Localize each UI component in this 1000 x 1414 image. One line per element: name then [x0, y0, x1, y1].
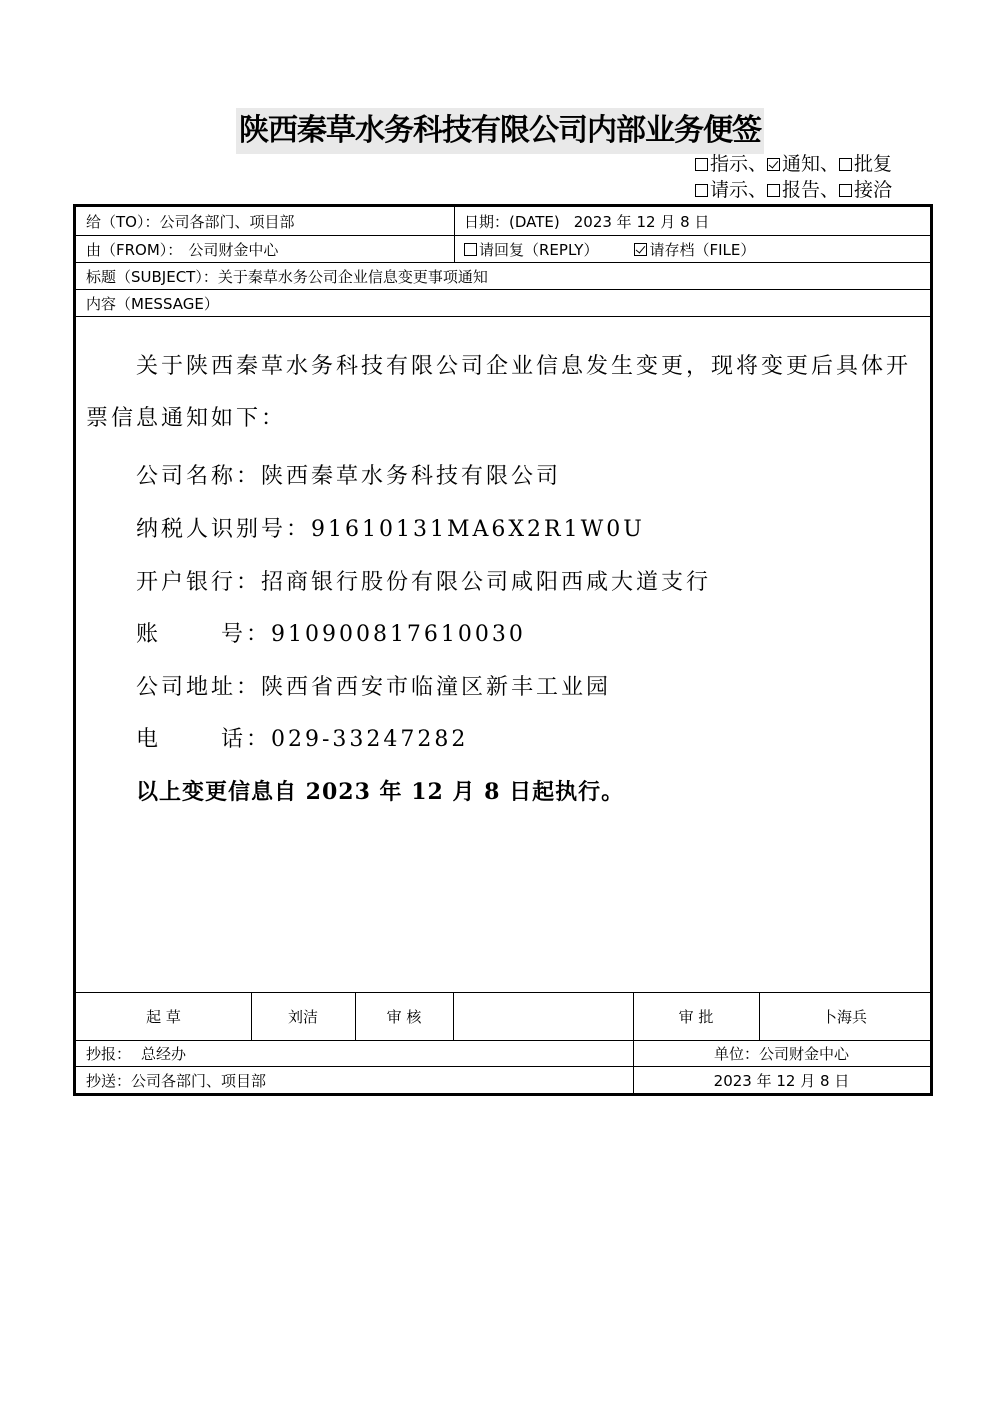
file-label: 请存档（FILE）: [649, 240, 756, 259]
cc-report-row: [76, 1041, 930, 1067]
type-report-label: 报告、: [781, 179, 839, 201]
checkbox-report[interactable]: [767, 184, 780, 197]
from-value: 公司财金中心: [188, 240, 279, 259]
reply-label: 请回复（REPLY）: [479, 240, 599, 259]
bank-line: 开户银行：招商银行股份有限公司咸阳西咸大道支行: [136, 570, 712, 595]
cc-report-cell: [86, 1041, 186, 1066]
checkbox-liaison[interactable]: [839, 184, 852, 197]
type-liaison-label: 接洽: [853, 179, 892, 201]
unit-value: 公司财金中心: [759, 1045, 850, 1063]
from-cell: [86, 236, 278, 262]
approve-label: 审 批: [678, 1008, 714, 1026]
date-value: 2023 年 12 月 8 日: [573, 212, 710, 231]
subject-value: 关于秦草水务公司企业信息变更事项通知: [217, 267, 488, 286]
draft-value: 刘洁: [287, 1008, 318, 1026]
cc-report-label: 抄报：: [86, 1045, 132, 1063]
tax-id-line: 纳税人识别号：91610131MA6X2R1W0U: [136, 517, 645, 542]
company-name-line: 公司名称：陕西秦草水务科技有限公司: [136, 464, 562, 489]
document-title-wrap: [0, 108, 1000, 154]
checkbox-reply[interactable]: [839, 158, 852, 171]
effective-date-line: 以上变更信息自 2023 年 12 月 8 日起执行。: [136, 779, 625, 805]
review-value: [453, 993, 633, 1040]
intro-line-2: 票信息通知如下：: [86, 406, 287, 431]
signoff-row: [76, 992, 930, 1041]
phone-line: 电 话：029-33247282: [136, 727, 469, 752]
notice-type-row-2: [695, 178, 892, 202]
reply-file-cell: [464, 236, 755, 262]
unit-label: 单位：: [713, 1045, 759, 1063]
draft-label: 起 草: [146, 1008, 181, 1026]
checkbox-instruction[interactable]: [695, 158, 708, 171]
intro-line-1: 关于陕西秦草水务科技有限公司企业信息发生变更，现将变更后具体开: [136, 354, 912, 379]
address-line: 公司地址：陕西省西安市临潼区新丰工业园: [136, 675, 612, 700]
divider: [454, 236, 455, 262]
cc-send-value: 公司各部门、项目部: [131, 1071, 267, 1090]
subject-cell: [86, 263, 488, 289]
type-instruction-label: 指示、: [709, 153, 767, 175]
from-label: 由（FROM）：: [86, 240, 183, 259]
cc-send-label: 抄送：: [86, 1071, 132, 1090]
account-line: 账 号：910900817610030: [136, 622, 526, 647]
to-value: 公司各部门、项目部: [159, 212, 295, 231]
cc-send-row: [76, 1067, 930, 1093]
intro-paragraph: [86, 341, 920, 445]
date-label: 日期：(DATE): [464, 212, 560, 231]
to-label: 给（TO）：: [86, 212, 160, 231]
memo-frame: [73, 204, 933, 1096]
subject-label: 标题（SUBJECT）：: [86, 267, 218, 286]
cc-send-cell: [86, 1067, 266, 1093]
cc-report-value: 总经办: [141, 1045, 187, 1063]
message-body: [76, 317, 930, 992]
type-reply-label: 批复: [853, 153, 892, 175]
message-label-row: [76, 290, 930, 317]
from-row: [76, 236, 930, 263]
checkbox-file[interactable]: [634, 243, 647, 256]
message-label: 内容（MESSAGE）: [86, 294, 219, 313]
subject-row: [76, 263, 930, 290]
date-cell: [464, 207, 709, 235]
footer-date: 2023 年 12 月 8 日: [713, 1071, 850, 1090]
checkbox-notice[interactable]: [767, 158, 780, 171]
to-cell: [86, 207, 295, 235]
to-date-row: [76, 207, 930, 236]
approve-value: 卜海兵: [821, 1008, 867, 1026]
divider: [454, 207, 455, 235]
type-notice-label: 通知、: [781, 153, 839, 175]
document-title: 陕西秦草水务科技有限公司内部业务便签: [236, 108, 764, 154]
review-label: 审 核: [386, 1008, 422, 1026]
checkbox-request[interactable]: [695, 184, 708, 197]
notice-type-row-1: [695, 152, 892, 176]
unit-cell: [633, 1041, 930, 1066]
checkbox-request-reply[interactable]: [464, 243, 477, 256]
type-request-label: 请示、: [709, 179, 767, 201]
